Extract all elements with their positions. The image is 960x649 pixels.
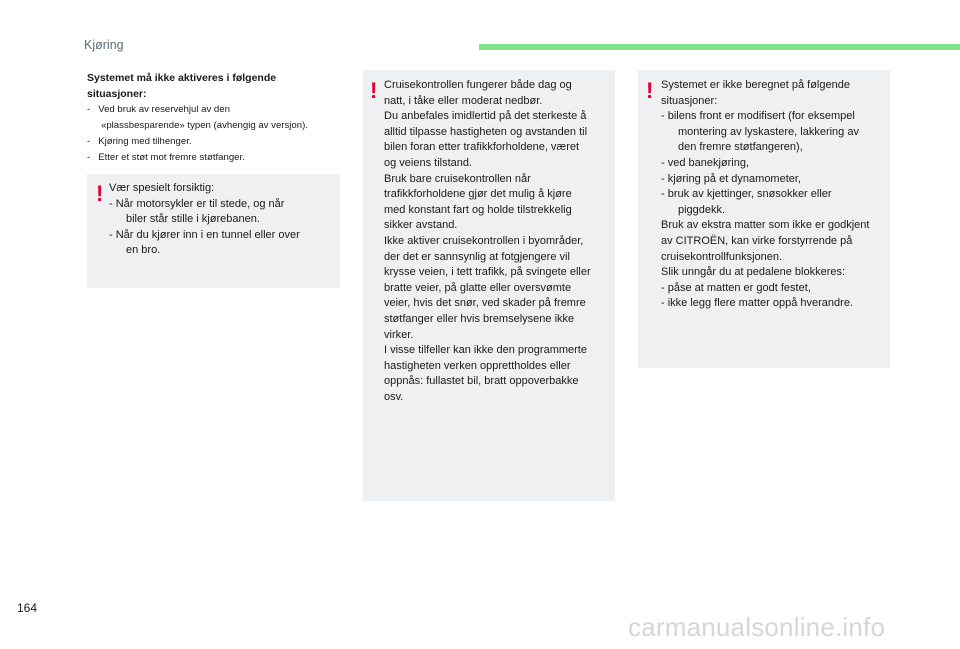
- list-item-cont: en bro.: [126, 244, 161, 257]
- text-line: bratte veier, på glatte eller oversvømte: [384, 281, 572, 294]
- list-item: - Når du kjører inn i en tunnel eller over: [109, 228, 300, 241]
- warning-box-not-intended: [638, 70, 890, 368]
- warning-text: [661, 78, 891, 312]
- intro-block: [87, 70, 342, 166]
- warning-icon: !: [646, 78, 654, 103]
- text-line: cruisekontrollfunksjonen.: [661, 250, 783, 263]
- warning-icon: !: [96, 181, 104, 206]
- text-line: - kjøring på et dynamometer,: [661, 172, 802, 185]
- list-item: - Kjøring med tilhenger.: [87, 136, 192, 147]
- section-accent-bar: [479, 44, 960, 50]
- text-line: Bruk av ekstra matter som ikke er godkjent: [661, 219, 870, 232]
- text-line: hastigheten verken opprettholdes eller: [384, 359, 571, 372]
- text-line: osv.: [384, 390, 404, 403]
- text-line: - ikke legg flere matter oppå hverandre.: [661, 297, 853, 310]
- text-line: krysse veien, i tett trafikk, på svingete eller: [384, 266, 591, 279]
- warning-box-caution: [87, 174, 340, 288]
- text-line: virker.: [384, 328, 414, 341]
- warning-lead: Vær spesielt forsiktig:: [109, 182, 215, 194]
- text-line: alltid tilpasse hastigheten og avstanden til: [384, 125, 588, 138]
- text-line: - påse at matten er godt festet,: [661, 281, 811, 294]
- text-line: situasjoner:: [661, 94, 718, 107]
- section-title: Kjøring: [84, 38, 124, 52]
- text-line: oppnås: fullastet bil, bratt oppoverbakke: [384, 375, 579, 388]
- intro-heading-line: situasjoner:: [87, 88, 147, 100]
- text-line: - bruk av kjettinger, snøsokker eller: [661, 188, 832, 201]
- text-line: Ikke aktiver cruisekontrollen i byområder,: [384, 234, 584, 247]
- text-line: natt, i tåke eller moderat nedbør.: [384, 94, 543, 107]
- text-line: piggdekk.: [678, 203, 726, 216]
- warning-icon: !: [370, 78, 378, 103]
- text-line: støtfanger eller hvis bremselysene ikke: [384, 312, 575, 325]
- text-line: veier, hvis det snør, ved skader på fremre: [384, 297, 586, 310]
- text-line: I visse tilfeller kan ikke den programmerte: [384, 344, 587, 357]
- text-line: og veiens tilstand.: [384, 156, 473, 169]
- text-line: med konstant fart og holde tilstrekkelig: [384, 203, 572, 216]
- watermark: carmanualsonline.info: [628, 612, 886, 642]
- text-line: av CITROËN, kan virke forstyrrende på: [661, 234, 853, 247]
- warning-text: [109, 181, 334, 259]
- text-line: Cruisekontrollen fungerer både dag og: [384, 79, 572, 91]
- text-line: Systemet er ikke beregnet på følgende: [661, 79, 850, 91]
- text-line: trafikkforholdene gjør det mulig å kjøre: [384, 188, 572, 201]
- text-line: - ved banekjøring,: [661, 156, 750, 169]
- text-line: den fremre støtfangeren),: [678, 141, 803, 154]
- list-item: - Etter et støt mot fremre støtfanger.: [87, 152, 245, 163]
- list-item: - Ved bruk av reservehjul av den «plassbesparende» typen (avhengig av versjon).: [87, 104, 308, 131]
- text-line: Du anbefales imidlertid på det sterkeste å: [384, 110, 587, 123]
- list-item: - Når motorsykler er til stede, og når: [109, 197, 285, 210]
- intro-heading-line: Systemet må ikke aktiveres i følgende: [87, 72, 277, 84]
- text-line: sikker avstand.: [384, 219, 458, 232]
- intro-list: [87, 102, 342, 166]
- text-line: der det er sannsynlig at fotgjengere vil: [384, 250, 570, 263]
- list-item-cont: biler står stille i kjørebanen.: [126, 213, 260, 226]
- intro-heading: [87, 70, 342, 102]
- text-line: bilen foran etter trafikkforholdene, været: [384, 141, 580, 154]
- page-number: 164: [17, 601, 38, 615]
- text-line: Slik unngår du at pedalene blokkeres:: [661, 266, 846, 279]
- warning-text: [384, 78, 614, 405]
- warning-box-cruise-control: [363, 70, 615, 501]
- text-line: Bruk bare cruisekontrollen når: [384, 172, 531, 185]
- text-line: montering av lyskastere, lakkering av: [678, 125, 859, 138]
- text-line: - bilens front er modifisert (for eksempel: [661, 110, 855, 123]
